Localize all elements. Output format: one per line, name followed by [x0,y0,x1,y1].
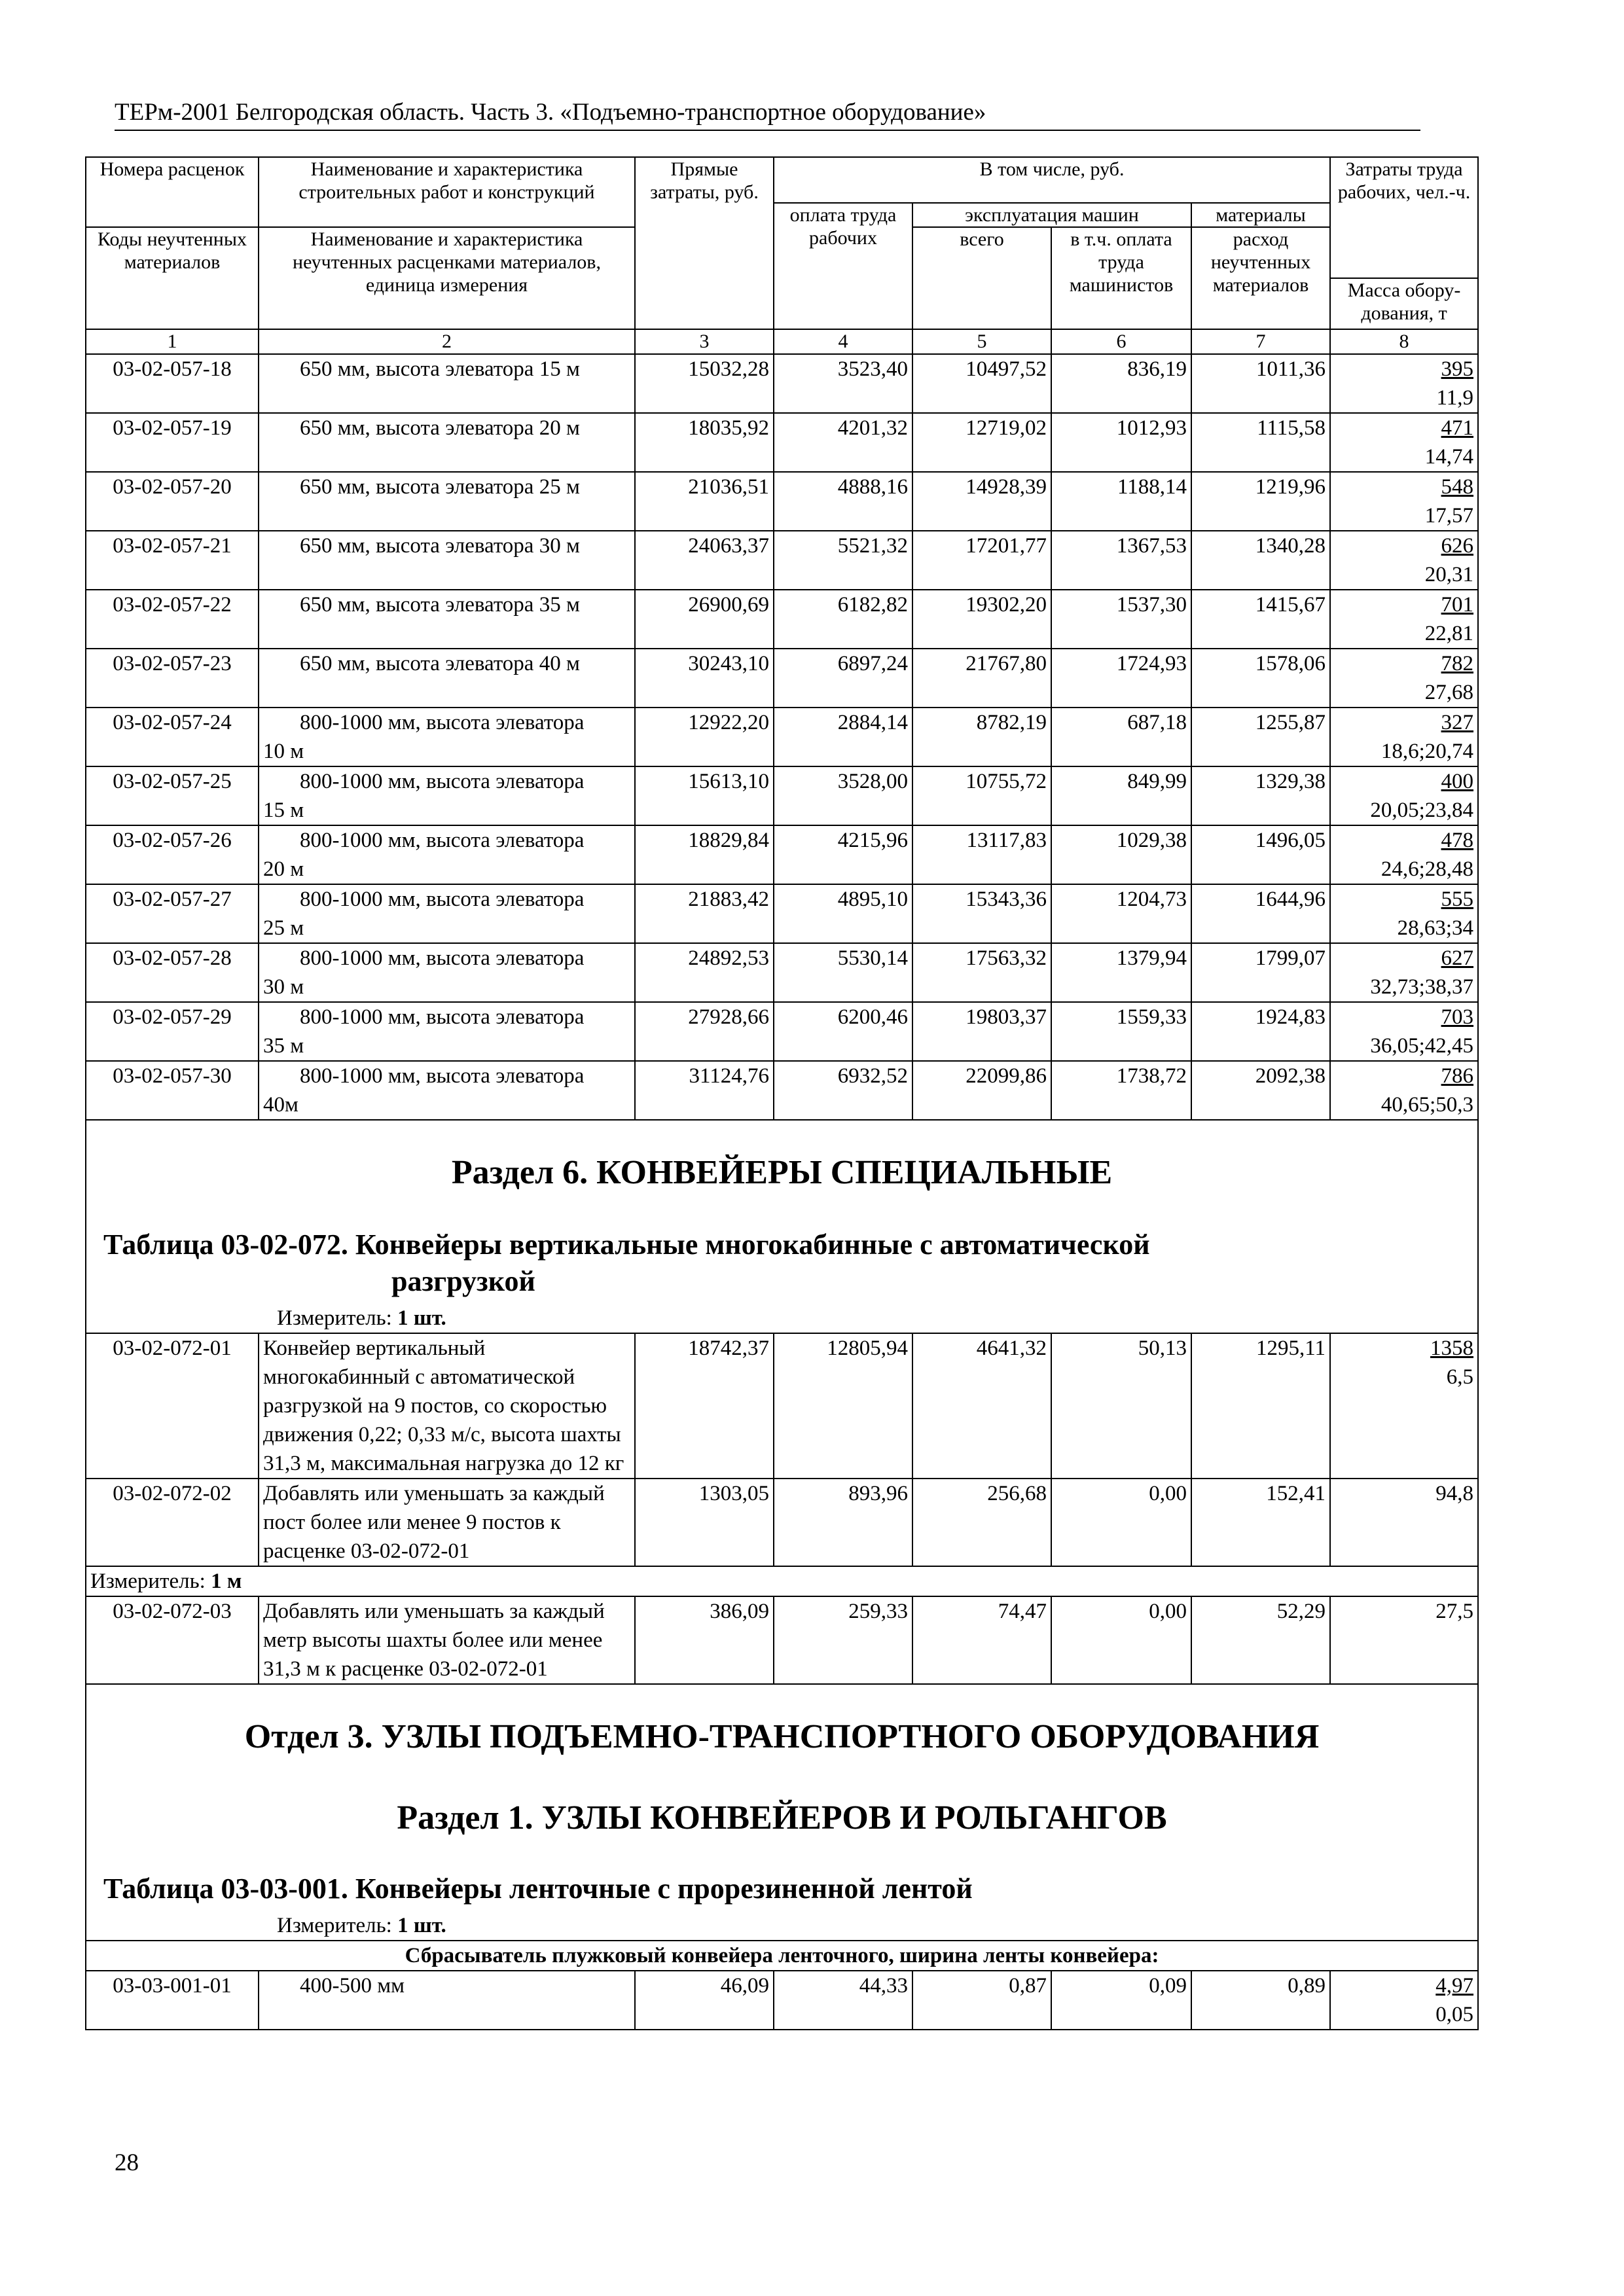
dept3-heading [86,1684,1478,1941]
labor-hours: 471 [1441,416,1474,440]
machinists-pay: 1188,14 [1051,472,1191,531]
labor-hours: 555 [1441,888,1474,911]
direct-costs: 24892,53 [635,943,774,1002]
labor-pay: 4201,32 [774,413,912,472]
labor-and-mass [1330,354,1478,413]
labor-pay: 2884,14 [774,708,912,766]
rate-name-text: 650 мм, высота элеватора 40 м [300,652,580,675]
table-03-02-072-title [90,1227,1473,1300]
meter-value: 1 шт. [397,1306,446,1330]
header-unaccounted-materials: расход неучтенных материалов [1191,227,1330,329]
col-number: 6 [1051,329,1191,354]
rate-name-line1: 800-1000 мм, высота элеватора [300,711,585,734]
table-title-line2: разгрузкой [391,1265,535,1297]
rate-name [259,708,635,766]
materials-cost: 1578,06 [1191,649,1330,708]
labor-pay: 3528,00 [774,766,912,825]
rate-code: 03-02-057-18 [86,354,259,413]
rate-code: 03-02-057-27 [86,884,259,943]
labor-hours: 4,97 [1435,1974,1474,1998]
machines-total: 10497,52 [912,354,1051,413]
rate-name-line2: 30 м [263,975,304,999]
machines-total: 4641,32 [912,1333,1051,1479]
machinists-pay: 50,13 [1051,1333,1191,1479]
rate-name [259,590,635,649]
rate-name-text: 650 мм, высота элеватора 30 м [300,534,580,558]
rate-name [259,1002,635,1061]
labor-and-mass [1330,943,1478,1002]
equipment-mass: 17,57 [1424,504,1474,528]
rate-name-text: 650 мм, высота элеватора 15 м [300,357,580,381]
labor-and-mass [1330,590,1478,649]
machines-total: 74,47 [912,1596,1051,1684]
machinists-pay: 687,18 [1051,708,1191,766]
machinists-pay: 1367,53 [1051,531,1191,590]
equipment-mass: 28,63;34 [1397,916,1474,940]
labor-and-mass [1330,884,1478,943]
table-row [86,649,1478,708]
rate-name [259,1971,635,2030]
rate-name-text: 650 мм, высота элеватора 25 м [300,475,580,499]
dept3-title: Отдел 3. УЗЛЫ ПОДЪЕМНО-ТРАНСПОРТНОГО ОБОРУДОВАНИЯ [244,1718,1320,1755]
machines-total: 12719,02 [912,413,1051,472]
labor-hours: 27,5 [1330,1596,1478,1684]
labor-hours: 548 [1441,475,1474,499]
materials-cost: 52,29 [1191,1596,1330,1684]
table-row [86,354,1478,413]
labor-pay: 44,33 [774,1971,912,2030]
direct-costs: 27928,66 [635,1002,774,1061]
labor-pay: 6897,24 [774,649,912,708]
direct-costs: 1303,05 [635,1479,774,1566]
meter-value: 1 шт. [397,1914,446,1937]
materials-cost: 1329,38 [1191,766,1330,825]
section6-title: Раздел 6. КОНВЕЙЕРЫ СПЕЦИАЛЬНЫЕ [451,1154,1113,1191]
rate-name-line2: 15 м [263,798,304,822]
labor-pay: 6932,52 [774,1061,912,1120]
table-row [86,825,1478,884]
machinists-pay: 1537,30 [1051,590,1191,649]
rate-name [259,649,635,708]
meter-row [86,1566,1478,1596]
rate-name-line2: 10 м [263,740,304,763]
col-number: 3 [635,329,774,354]
labor-pay: 3523,40 [774,354,912,413]
materials-cost: 1011,36 [1191,354,1330,413]
machinists-pay: 1204,73 [1051,884,1191,943]
rate-name-line1: 800-1000 мм, высота элеватора [300,829,585,852]
rate-name: Добавлять или уменьшать за каждый пост более или менее 9 постов к расценке 03-02-072-01 [259,1479,635,1566]
col-number: 5 [912,329,1051,354]
machines-total: 256,68 [912,1479,1051,1566]
labor-pay: 4895,10 [774,884,912,943]
equipment-mass: 14,74 [1424,445,1474,469]
rate-name [259,472,635,531]
direct-costs: 15032,28 [635,354,774,413]
header-labor-costs: Затраты труда рабочих, чел.-ч. [1330,157,1478,278]
rate-name-text: 400-500 мм [300,1974,405,1998]
rate-code: 03-02-072-01 [86,1333,259,1479]
header-codes-unaccounted: Коды неучтенных материалов [86,227,259,329]
direct-costs: 26900,69 [635,590,774,649]
labor-hours: 327 [1441,711,1474,734]
equipment-mass: 32,73;38,37 [1370,975,1474,999]
labor-and-mass [1330,766,1478,825]
header-total: всего [912,227,1051,329]
rate-code: 03-02-072-03 [86,1596,259,1684]
machinists-pay: 1379,94 [1051,943,1191,1002]
labor-pay: 6182,82 [774,590,912,649]
rate-code: 03-02-057-26 [86,825,259,884]
machines-total: 8782,19 [912,708,1051,766]
machines-total: 19302,20 [912,590,1051,649]
rates-table [85,156,1479,2030]
labor-hours: 782 [1441,652,1474,675]
column-numbers-row [86,329,1478,354]
machinists-pay: 0,00 [1051,1596,1191,1684]
group-head: Сбрасыватель плужковый конвейера ленточного, ширина ленты конвейера: [86,1941,1478,1971]
table-row [86,1061,1478,1120]
labor-and-mass [1330,1002,1478,1061]
labor-hours: 400 [1441,770,1474,793]
dept3-section-title: Раздел 1. УЗЛЫ КОНВЕЙЕРОВ И РОЛЬГАНГОВ [397,1799,1167,1837]
machines-total: 0,87 [912,1971,1051,2030]
col-number: 7 [1191,329,1330,354]
labor-pay: 4888,16 [774,472,912,531]
rate-code: 03-02-057-21 [86,531,259,590]
table-row [86,1971,1478,2030]
header-labor-pay: оплата труда рабочих [774,203,912,329]
table-03-03-001-title: Таблица 03-03-001. Конвейеры ленточные с прорезиненной лентой [103,1873,973,1905]
equipment-mass: 20,31 [1424,563,1474,586]
direct-costs: 46,09 [635,1971,774,2030]
rate-name-line2: 35 м [263,1034,304,1058]
labor-pay: 5530,14 [774,943,912,1002]
header-including: В том числе, руб. [774,157,1330,203]
machinists-pay: 1724,93 [1051,649,1191,708]
direct-costs: 18742,37 [635,1333,774,1479]
rate-name [259,531,635,590]
direct-costs: 12922,20 [635,708,774,766]
equipment-mass: 36,05;42,45 [1370,1034,1474,1058]
equipment-mass: 22,81 [1424,622,1474,645]
machines-total: 17201,77 [912,531,1051,590]
direct-costs: 21883,42 [635,884,774,943]
materials-cost: 1799,07 [1191,943,1330,1002]
materials-cost: 1255,87 [1191,708,1330,766]
machinists-pay: 1738,72 [1051,1061,1191,1120]
table-row [86,1479,1478,1566]
table-row [86,472,1478,531]
meter-line [90,1911,1473,1940]
materials-cost: 1644,96 [1191,884,1330,943]
section6-heading [86,1120,1478,1333]
table-row [86,1002,1478,1061]
labor-hours: 703 [1441,1005,1474,1029]
dept3-heading-row [86,1684,1478,1941]
meter-line [90,1304,1473,1333]
labor-and-mass [1330,1333,1478,1479]
machines-total: 22099,86 [912,1061,1051,1120]
equipment-mass: 27,68 [1424,681,1474,704]
header-machinist-pay: в т.ч. оплата труда машинистов [1051,227,1191,329]
equipment-mass: 11,9 [1436,386,1474,410]
labor-and-mass [1330,649,1478,708]
materials-cost: 1924,83 [1191,1002,1330,1061]
rate-name [259,413,635,472]
equipment-mass: 40,65;50,3 [1380,1093,1474,1117]
running-header: ТЕРм-2001 Белгородская область. Часть 3. «Подъемно-транспортное оборудование» [115,98,1420,131]
labor-hours: 478 [1441,829,1474,852]
header-material-names: Наименование и характеристика неучтенных расценками материалов, единица измерения [259,227,635,329]
table-row [86,590,1478,649]
direct-costs: 18829,84 [635,825,774,884]
rate-name-line1: 800-1000 мм, высота элеватора [300,888,585,911]
rate-name-text: 650 мм, высота элеватора 35 м [300,593,580,617]
table-row [86,884,1478,943]
machinists-pay: 836,19 [1051,354,1191,413]
materials-cost: 1340,28 [1191,531,1330,590]
materials-cost: 1115,58 [1191,413,1330,472]
rate-name [259,354,635,413]
section6-heading-row [86,1120,1478,1333]
labor-and-mass [1330,472,1478,531]
machines-total: 21767,80 [912,649,1051,708]
rate-name: Добавлять или уменьшать за каждый метр высоты шахты более или менее 31,3 м к расценке 03-02-072-01 [259,1596,635,1684]
labor-hours: 701 [1441,593,1474,617]
materials-cost: 0,89 [1191,1971,1330,2030]
meter-label: Измеритель: [90,1570,206,1593]
materials-cost: 1295,11 [1191,1333,1330,1479]
machinists-pay: 1012,93 [1051,413,1191,472]
equipment-mass: 18,6;20,74 [1380,740,1474,763]
machinists-pay: 849,99 [1051,766,1191,825]
header-machine-operation: эксплуатация машин [912,203,1191,227]
equipment-mass: 6,5 [1446,1365,1474,1389]
labor-and-mass [1330,1971,1478,2030]
rate-name-line2: 40м [263,1093,298,1117]
direct-costs: 15613,10 [635,766,774,825]
rate-code: 03-02-057-23 [86,649,259,708]
table-row [86,943,1478,1002]
rate-name-line1: 800-1000 мм, высота элеватора [300,770,585,793]
machinists-pay: 1559,33 [1051,1002,1191,1061]
rate-code: 03-02-057-24 [86,708,259,766]
col-number: 1 [86,329,259,354]
table-title-line1: Таблица 03-02-072. Конвейеры вертикальные многокабинные с автоматической [103,1229,1150,1261]
rate-code: 03-02-057-29 [86,1002,259,1061]
labor-hours: 786 [1441,1064,1474,1088]
materials-cost: 1219,96 [1191,472,1330,531]
header-rates-numbers: Номера расценок [86,157,259,227]
machinists-pay: 0,00 [1051,1479,1191,1566]
direct-costs: 24063,37 [635,531,774,590]
machines-total: 19803,37 [912,1002,1051,1061]
equipment-mass: 20,05;23,84 [1370,798,1474,822]
rate-code: 03-02-057-25 [86,766,259,825]
header-work-name: Наименование и характеристика строительных работ и конструкций [259,157,635,227]
direct-costs: 21036,51 [635,472,774,531]
machines-total: 17563,32 [912,943,1051,1002]
header-direct-costs: Прямые затраты, руб. [635,157,774,329]
col-number: 4 [774,329,912,354]
header-equipment-mass: Масса обору-дования, т [1330,278,1478,329]
rate-code: 03-02-072-02 [86,1479,259,1566]
table-row [86,413,1478,472]
labor-pay: 5521,32 [774,531,912,590]
table-row [86,708,1478,766]
col-number: 8 [1330,329,1478,354]
labor-and-mass [1330,413,1478,472]
machinists-pay: 1029,38 [1051,825,1191,884]
group-head-row [86,1941,1478,1971]
labor-and-mass [1330,825,1478,884]
rate-name-line1: 800-1000 мм, высота элеватора [300,946,585,970]
rate-name [259,884,635,943]
meter-label: Измеритель: [277,1306,392,1330]
direct-costs: 386,09 [635,1596,774,1684]
rate-code: 03-03-001-01 [86,1971,259,2030]
materials-cost: 1415,67 [1191,590,1330,649]
rate-code: 03-02-057-30 [86,1061,259,1120]
labor-pay: 12805,94 [774,1333,912,1479]
rate-name-line1: 800-1000 мм, высота элеватора [300,1005,585,1029]
labor-hours: 1358 [1430,1336,1474,1360]
rate-name [259,825,635,884]
rate-name-text: 650 мм, высота элеватора 20 м [300,416,580,440]
meter-label: Измеритель: [277,1914,392,1937]
table-row [86,766,1478,825]
direct-costs: 31124,76 [635,1061,774,1120]
materials-cost: 152,41 [1191,1479,1330,1566]
machines-total: 14928,39 [912,472,1051,531]
rate-name-line2: 20 м [263,857,304,881]
materials-cost: 1496,05 [1191,825,1330,884]
rate-code: 03-02-057-28 [86,943,259,1002]
rate-name-line2: 25 м [263,916,304,940]
rate-code: 03-02-057-20 [86,472,259,531]
table-row [86,1333,1478,1479]
page-number: 28 [115,2149,139,2176]
equipment-mass: 0,05 [1435,2003,1474,2026]
machines-total: 15343,36 [912,884,1051,943]
table-row [86,1596,1478,1684]
rate-name [259,766,635,825]
machines-total: 10755,72 [912,766,1051,825]
machines-total: 13117,83 [912,825,1051,884]
labor-and-mass [1330,531,1478,590]
labor-pay: 259,33 [774,1596,912,1684]
rate-name: Конвейер вертикальный многокабинный с автоматической разгрузкой на 9 постов, со скоростью движения 0,22; 0,33 м/с, высота шахты 31,3 м, максимальная нагрузка до 12 кг [259,1333,635,1479]
labor-pay: 893,96 [774,1479,912,1566]
materials-cost: 2092,38 [1191,1061,1330,1120]
rate-name [259,943,635,1002]
labor-and-mass [1330,1061,1478,1120]
rate-code: 03-02-057-22 [86,590,259,649]
table-row [86,531,1478,590]
labor-hours: 626 [1441,534,1474,558]
labor-hours: 627 [1441,946,1474,970]
labor-and-mass [1330,708,1478,766]
labor-pay: 4215,96 [774,825,912,884]
machinists-pay: 0,09 [1051,1971,1191,2030]
header-materials: материалы [1191,203,1330,227]
meter-value: 1 м [211,1570,242,1593]
rate-name [259,1061,635,1120]
rate-name-line1: 800-1000 мм, высота элеватора [300,1064,585,1088]
labor-pay: 6200,46 [774,1002,912,1061]
direct-costs: 30243,10 [635,649,774,708]
labor-hours: 94,8 [1330,1479,1478,1566]
rate-code: 03-02-057-19 [86,413,259,472]
direct-costs: 18035,92 [635,413,774,472]
col-number: 2 [259,329,635,354]
meter-line [86,1566,1478,1596]
equipment-mass: 24,6;28,48 [1380,857,1474,881]
labor-hours: 395 [1441,357,1474,381]
